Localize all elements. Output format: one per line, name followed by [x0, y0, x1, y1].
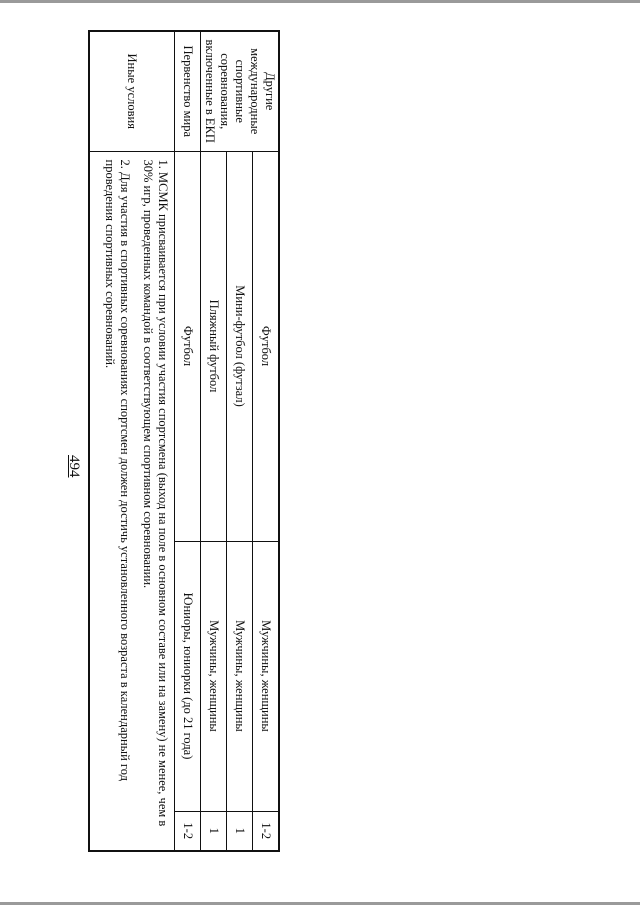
group-cell: Юниоры, юниорки (до 21 года)	[175, 541, 201, 811]
competition-cell: Первенство мира	[175, 31, 201, 151]
note-1: 1. МСМК присваивается при условии участия спортсмена (выход на поле в основном составе или на замену) не менее, чем в 30% игр, проведенных командой в соответствующем спортивном соревновании.	[141, 159, 170, 827]
discipline-cell: Футбол	[253, 151, 279, 541]
places-cell: 1-2	[175, 811, 201, 851]
table-row	[227, 31, 253, 851]
qualification-table	[88, 30, 280, 852]
discipline-cell: Футбол	[175, 151, 201, 541]
table-row	[201, 31, 227, 851]
scan-edge-top	[0, 0, 640, 3]
places-cell: 1	[227, 811, 253, 851]
competition-cell: Другие международные спортивные соревнования, включенные в ЕКП	[201, 31, 280, 151]
page-number: 494	[66, 455, 82, 478]
places-cell: 1	[201, 811, 227, 851]
rotated-page	[65, 30, 280, 850]
table-row	[89, 31, 175, 851]
table-row	[175, 31, 201, 851]
places-cell: 1-2	[253, 811, 279, 851]
group-cell: Мужчины, женщины	[253, 541, 279, 811]
other-conditions-label: Иные условия	[89, 31, 175, 151]
other-conditions-notes	[89, 151, 175, 851]
table-row	[253, 31, 279, 851]
discipline-cell: Пляжный футбол	[201, 151, 227, 541]
group-cell: Мужчины, женщины	[201, 541, 227, 811]
note-2: 2. Для участия в спортивных соревнованиях спортсмен должен достичь установленного возраста в календарный год проведения спортивных соревнований.	[103, 159, 132, 781]
group-cell: Мужчины, женщины	[227, 541, 253, 811]
discipline-cell: Мини-футбол (футзал)	[227, 151, 253, 541]
